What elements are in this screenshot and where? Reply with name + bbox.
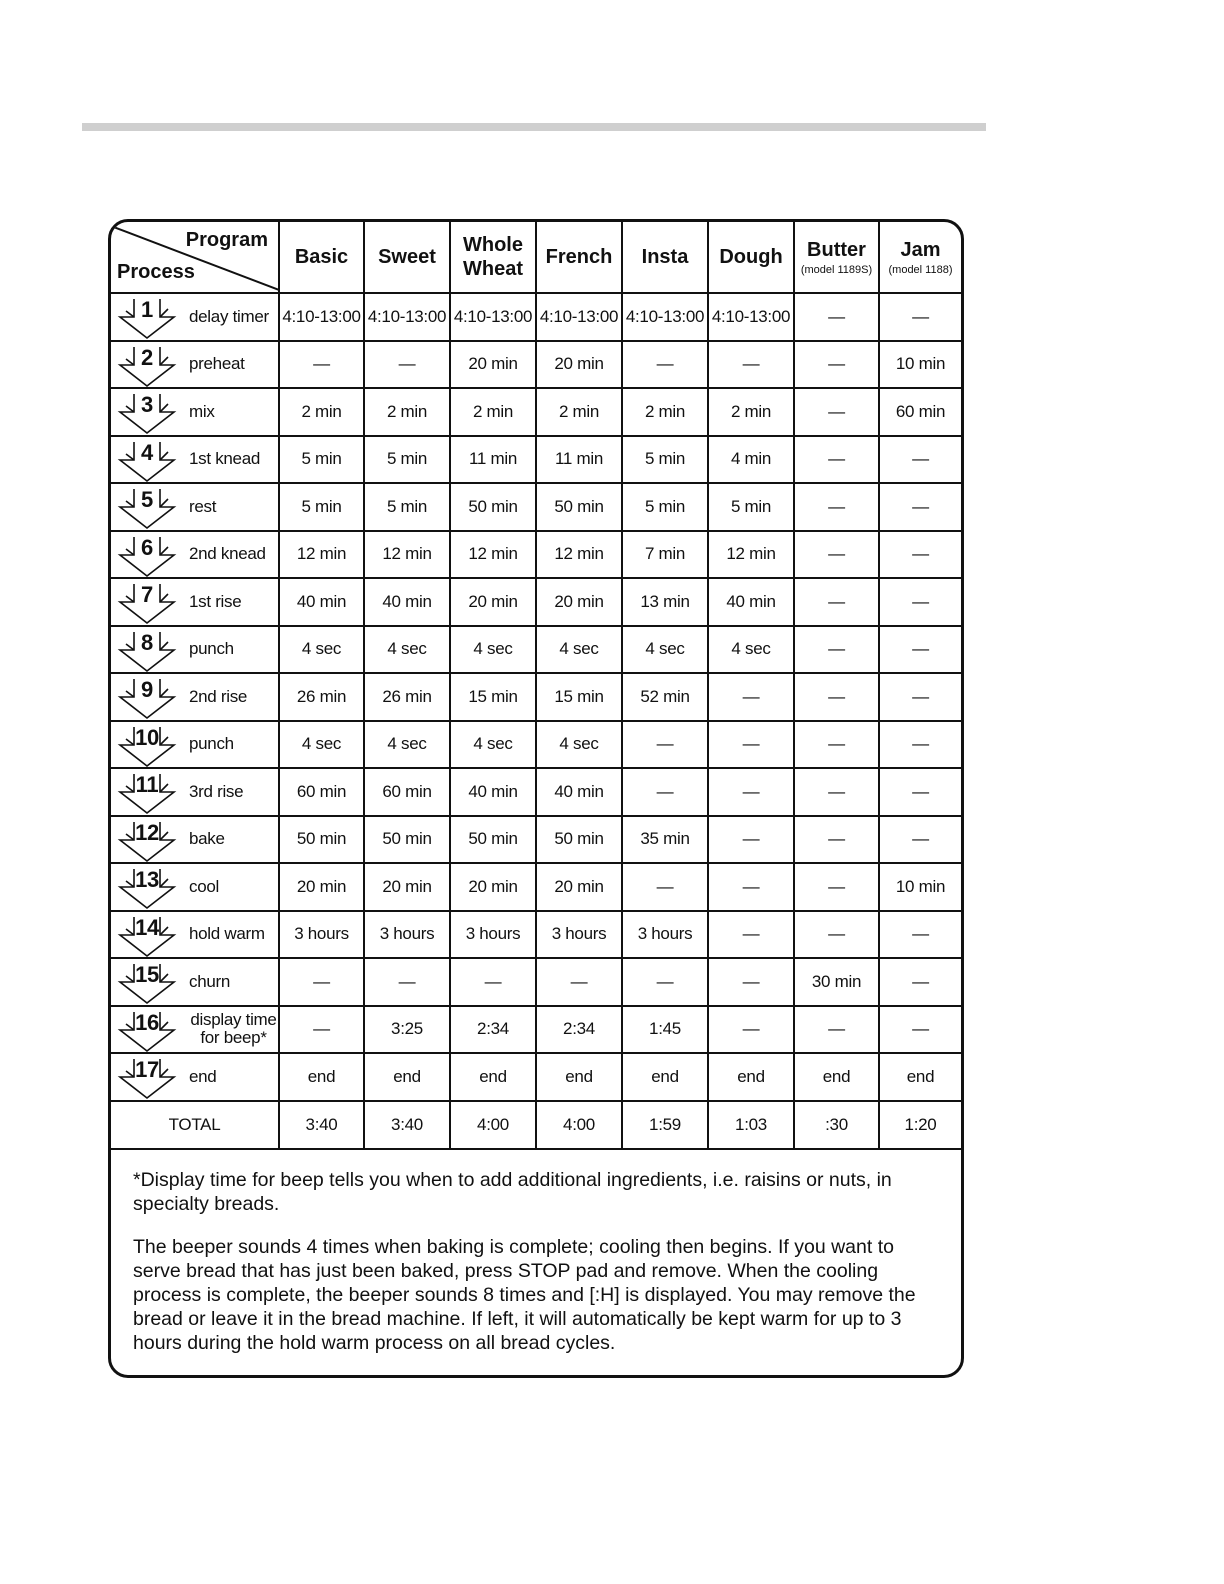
- process-cell: [111, 768, 279, 816]
- step-number: 2: [141, 344, 153, 370]
- table-row: [111, 673, 961, 721]
- value-cell: 12 min: [708, 531, 794, 579]
- value-cell: 12 min: [536, 531, 622, 579]
- value-cell: 4 sec: [279, 721, 364, 769]
- column-title-line1: Insta: [641, 246, 689, 268]
- value-cell: —: [794, 341, 879, 389]
- value-cell: —: [708, 673, 794, 721]
- process-name: 3rd rise: [189, 781, 244, 801]
- value-cell: 4 sec: [279, 626, 364, 674]
- value-cell: —: [622, 958, 708, 1006]
- value-cell: end: [536, 1053, 622, 1101]
- process-name: cool: [189, 876, 219, 896]
- step-number: 17: [135, 1057, 159, 1082]
- value-cell: 12 min: [364, 531, 450, 579]
- value-cell: —: [794, 1006, 879, 1054]
- process-name: end: [189, 1066, 217, 1086]
- value-cell: —: [708, 341, 794, 389]
- value-cell: 20 min: [536, 341, 622, 389]
- value-cell: 40 min: [364, 578, 450, 626]
- step-badge: [116, 866, 182, 910]
- total-value-cell: 1:03: [708, 1101, 794, 1149]
- value-cell: 1:45: [622, 1006, 708, 1054]
- process-name: delay timer: [189, 306, 269, 326]
- step-badge: [116, 629, 182, 673]
- step-badge: [116, 391, 182, 435]
- table-row: [111, 911, 961, 959]
- value-cell: 12 min: [279, 531, 364, 579]
- value-cell: —: [879, 483, 961, 531]
- step-badge: [116, 439, 182, 483]
- process-name: hold warm: [189, 924, 265, 944]
- value-cell: 4:10-13:00: [708, 293, 794, 341]
- column-title-line1: Sweet: [378, 246, 436, 268]
- step-number: 7: [141, 582, 153, 607]
- value-cell: 5 min: [279, 483, 364, 531]
- column-header-jam: [879, 222, 961, 293]
- total-value-cell: :30: [794, 1101, 879, 1149]
- step-badge: [116, 676, 182, 720]
- value-cell: —: [450, 958, 536, 1006]
- value-cell: 40 min: [536, 768, 622, 816]
- total-value-cell: 1:59: [622, 1101, 708, 1149]
- value-cell: 4 sec: [708, 626, 794, 674]
- table-row: [111, 768, 961, 816]
- value-cell: 2 min: [708, 388, 794, 436]
- value-cell: —: [794, 483, 879, 531]
- value-cell: 4 sec: [364, 721, 450, 769]
- value-cell: 20 min: [279, 863, 364, 911]
- value-cell: 2 min: [622, 388, 708, 436]
- total-label: TOTAL: [111, 1101, 279, 1149]
- total-row: [111, 1101, 961, 1149]
- value-cell: —: [794, 863, 879, 911]
- table-row: [111, 388, 961, 436]
- value-cell: —: [364, 341, 450, 389]
- value-cell: 20 min: [450, 341, 536, 389]
- column-header-french: [536, 222, 622, 293]
- column-title-line1: Whole: [463, 234, 523, 256]
- program-process-table: [111, 222, 961, 1150]
- column-header-butter: [794, 222, 879, 293]
- value-cell: —: [794, 578, 879, 626]
- value-cell: —: [708, 768, 794, 816]
- value-cell: —: [794, 388, 879, 436]
- value-cell: 2 min: [450, 388, 536, 436]
- value-cell: end: [708, 1053, 794, 1101]
- value-cell: —: [879, 531, 961, 579]
- process-name: rest: [189, 496, 217, 516]
- table-body: [111, 293, 961, 1149]
- value-cell: 20 min: [536, 863, 622, 911]
- value-cell: —: [794, 816, 879, 864]
- table-row: [111, 293, 961, 341]
- total-value-cell: 3:40: [279, 1101, 364, 1149]
- value-cell: end: [879, 1053, 961, 1101]
- value-cell: 4 sec: [364, 626, 450, 674]
- column-title-line1: Dough: [719, 246, 783, 268]
- process-name: mix: [189, 401, 215, 421]
- column-header-whole-wheat: [450, 222, 536, 293]
- value-cell: 60 min: [364, 768, 450, 816]
- process-cell: [111, 1053, 279, 1101]
- process-cell: [111, 816, 279, 864]
- step-number: 13: [135, 867, 159, 892]
- value-cell: 20 min: [450, 578, 536, 626]
- value-cell: —: [622, 863, 708, 911]
- column-title-line1: Jam: [900, 238, 941, 261]
- value-cell: —: [879, 768, 961, 816]
- step-number: 10: [135, 724, 159, 750]
- value-cell: —: [279, 1006, 364, 1054]
- value-cell: —: [879, 721, 961, 769]
- value-cell: 5 min: [708, 483, 794, 531]
- model-note: (model 1189S): [800, 263, 873, 276]
- value-cell: —: [794, 626, 879, 674]
- value-cell: —: [794, 721, 879, 769]
- value-cell: —: [708, 816, 794, 864]
- value-cell: 30 min: [794, 958, 879, 1006]
- column-header-basic: [279, 222, 364, 293]
- table-row: [111, 721, 961, 769]
- value-cell: 4 sec: [450, 626, 536, 674]
- value-cell: 50 min: [364, 816, 450, 864]
- value-cell: —: [279, 958, 364, 1006]
- process-name: 1st knead: [189, 449, 261, 469]
- value-cell: 35 min: [622, 816, 708, 864]
- value-cell: 4:10-13:00: [622, 293, 708, 341]
- step-number: 9: [141, 677, 153, 702]
- process-cell: [111, 958, 279, 1006]
- value-cell: 4 sec: [536, 626, 622, 674]
- value-cell: 26 min: [364, 673, 450, 721]
- value-cell: —: [794, 673, 879, 721]
- process-cell: [111, 578, 279, 626]
- table-row: [111, 578, 961, 626]
- value-cell: —: [879, 911, 961, 959]
- table-row: [111, 816, 961, 864]
- process-cell: [111, 388, 279, 436]
- process-cell: [111, 863, 279, 911]
- value-cell: 7 min: [622, 531, 708, 579]
- value-cell: 4 sec: [536, 721, 622, 769]
- value-cell: —: [622, 768, 708, 816]
- step-badge: [116, 961, 182, 1005]
- value-cell: 20 min: [536, 578, 622, 626]
- top-divider-bar: [82, 123, 986, 131]
- process-cell: [111, 483, 279, 531]
- value-cell: 2:34: [450, 1006, 536, 1054]
- value-cell: 5 min: [622, 483, 708, 531]
- value-cell: —: [279, 341, 364, 389]
- column-header-sweet: [364, 222, 450, 293]
- value-cell: —: [708, 1006, 794, 1054]
- value-cell: 5 min: [364, 436, 450, 484]
- value-cell: 2:34: [536, 1006, 622, 1054]
- value-cell: —: [794, 436, 879, 484]
- value-cell: 3 hours: [622, 911, 708, 959]
- step-number: 11: [135, 772, 159, 797]
- process-cell: [111, 436, 279, 484]
- value-cell: 12 min: [450, 531, 536, 579]
- process-cell: [111, 293, 279, 341]
- process-cell: [111, 673, 279, 721]
- process-cell: [111, 1006, 279, 1054]
- value-cell: end: [794, 1053, 879, 1101]
- value-cell: 50 min: [536, 816, 622, 864]
- total-value-cell: 4:00: [536, 1101, 622, 1149]
- table-row: [111, 1053, 961, 1101]
- step-badge: [116, 581, 182, 625]
- value-cell: —: [708, 958, 794, 1006]
- table-row: [111, 436, 961, 484]
- value-cell: 3:25: [364, 1006, 450, 1054]
- value-cell: 2 min: [364, 388, 450, 436]
- process-name: 2nd rise: [189, 686, 248, 706]
- value-cell: 20 min: [450, 863, 536, 911]
- step-badge: [116, 296, 182, 340]
- process-cell: [111, 531, 279, 579]
- value-cell: 11 min: [450, 436, 536, 484]
- value-cell: 10 min: [879, 863, 961, 911]
- value-cell: —: [879, 958, 961, 1006]
- value-cell: 5 min: [364, 483, 450, 531]
- table-row: [111, 341, 961, 389]
- total-value-cell: 1:20: [879, 1101, 961, 1149]
- process-name: punch: [189, 639, 234, 659]
- value-cell: 40 min: [450, 768, 536, 816]
- value-cell: end: [279, 1053, 364, 1101]
- process-name: preheat: [189, 354, 245, 374]
- total-value-cell: 4:00: [450, 1101, 536, 1149]
- total-value-cell: 3:40: [364, 1101, 450, 1149]
- value-cell: 50 min: [279, 816, 364, 864]
- step-number: 3: [141, 392, 153, 417]
- value-cell: end: [364, 1053, 450, 1101]
- table-row: [111, 483, 961, 531]
- process-name: display time for beep*: [190, 1010, 277, 1048]
- value-cell: —: [879, 1006, 961, 1054]
- corner-header: [111, 222, 279, 293]
- value-cell: 15 min: [450, 673, 536, 721]
- program-axis-label: Program: [185, 229, 268, 251]
- step-number: 16: [135, 1009, 159, 1035]
- value-cell: 3 hours: [536, 911, 622, 959]
- value-cell: —: [622, 341, 708, 389]
- step-badge: [116, 486, 182, 530]
- step-badge: [116, 534, 182, 578]
- value-cell: 4:10-13:00: [364, 293, 450, 341]
- step-badge: [116, 344, 182, 388]
- notes-section: [111, 1150, 961, 1355]
- process-name: 2nd knead: [189, 544, 266, 564]
- value-cell: 4:10-13:00: [279, 293, 364, 341]
- process-cell: [111, 721, 279, 769]
- step-number: 5: [141, 487, 153, 512]
- table-row: [111, 1006, 961, 1054]
- value-cell: 60 min: [879, 388, 961, 436]
- step-badge: [116, 914, 182, 958]
- process-name: 1st rise: [189, 591, 242, 611]
- step-number: 8: [141, 629, 153, 655]
- value-cell: 50 min: [450, 816, 536, 864]
- value-cell: 2 min: [279, 388, 364, 436]
- table-row: [111, 531, 961, 579]
- value-cell: —: [708, 721, 794, 769]
- value-cell: end: [450, 1053, 536, 1101]
- column-title-line1: Butter: [807, 238, 866, 261]
- value-cell: 10 min: [879, 341, 961, 389]
- value-cell: 50 min: [536, 483, 622, 531]
- value-cell: 2 min: [536, 388, 622, 436]
- step-badge: [116, 771, 182, 815]
- value-cell: —: [536, 958, 622, 1006]
- column-title-line2: Wheat: [463, 258, 523, 280]
- step-badge: [116, 819, 182, 863]
- value-cell: —: [708, 911, 794, 959]
- step-number: 4: [141, 439, 153, 465]
- column-title-line1: Basic: [294, 246, 349, 268]
- step-number: 1: [141, 297, 153, 322]
- value-cell: —: [879, 578, 961, 626]
- value-cell: end: [622, 1053, 708, 1101]
- process-cell: [111, 626, 279, 674]
- process-name: churn: [189, 971, 231, 991]
- process-cell: [111, 341, 279, 389]
- value-cell: —: [794, 768, 879, 816]
- header-row: [111, 222, 961, 293]
- value-cell: 15 min: [536, 673, 622, 721]
- value-cell: 4 sec: [450, 721, 536, 769]
- value-cell: 3 hours: [279, 911, 364, 959]
- value-cell: —: [622, 721, 708, 769]
- process-cell: [111, 911, 279, 959]
- footnote-text: *Display time for beep tells you when to add additional ingredients, i.e. raisins or nuts, in specialty breads.: [133, 1168, 892, 1215]
- value-cell: 4 min: [708, 436, 794, 484]
- value-cell: 11 min: [536, 436, 622, 484]
- value-cell: —: [879, 436, 961, 484]
- process-name: bake: [189, 829, 225, 849]
- step-number: 14: [135, 914, 159, 940]
- value-cell: 52 min: [622, 673, 708, 721]
- step-badge: [116, 1009, 182, 1053]
- column-title-line1: French: [545, 246, 613, 268]
- value-cell: 40 min: [279, 578, 364, 626]
- value-cell: 50 min: [450, 483, 536, 531]
- value-cell: 4:10-13:00: [450, 293, 536, 341]
- process-axis-label: Process: [117, 261, 195, 283]
- value-cell: 4:10-13:00: [536, 293, 622, 341]
- value-cell: 60 min: [279, 768, 364, 816]
- step-badge: [116, 724, 182, 768]
- value-cell: —: [879, 673, 961, 721]
- value-cell: —: [879, 816, 961, 864]
- step-badge: [116, 1056, 182, 1100]
- value-cell: —: [794, 531, 879, 579]
- column-header-dough: [708, 222, 794, 293]
- value-cell: —: [794, 293, 879, 341]
- table-row: [111, 958, 961, 1006]
- value-cell: 26 min: [279, 673, 364, 721]
- table-row: [111, 863, 961, 911]
- value-cell: —: [794, 911, 879, 959]
- bread-cycle-chart: [108, 219, 964, 1378]
- value-cell: 5 min: [622, 436, 708, 484]
- value-cell: —: [364, 958, 450, 1006]
- process-name: punch: [189, 734, 234, 754]
- value-cell: 4 sec: [622, 626, 708, 674]
- column-header-insta: [622, 222, 708, 293]
- value-cell: 13 min: [622, 578, 708, 626]
- value-cell: —: [879, 293, 961, 341]
- step-number: 15: [135, 962, 159, 987]
- value-cell: 5 min: [279, 436, 364, 484]
- value-cell: 40 min: [708, 578, 794, 626]
- step-number: 12: [135, 819, 159, 845]
- step-number: 6: [141, 534, 153, 560]
- beeper-note: The beeper sounds 4 times when baking is complete; cooling then begins. If you want to serve bread that has just been baked, press STOP pad and remove. When the cooling process is complete, the beeper sounds 8 times and [:H] is displayed. You may remove the bread or leave it in the bread machine. If left, it will automatically be kept warm for up to 3 hours during the hold warm process on all bread cycles.: [133, 1235, 916, 1354]
- value-cell: —: [708, 863, 794, 911]
- value-cell: 3 hours: [364, 911, 450, 959]
- value-cell: 20 min: [364, 863, 450, 911]
- value-cell: 3 hours: [450, 911, 536, 959]
- table-row: [111, 626, 961, 674]
- value-cell: —: [879, 626, 961, 674]
- model-note: (model 1188): [888, 263, 953, 276]
